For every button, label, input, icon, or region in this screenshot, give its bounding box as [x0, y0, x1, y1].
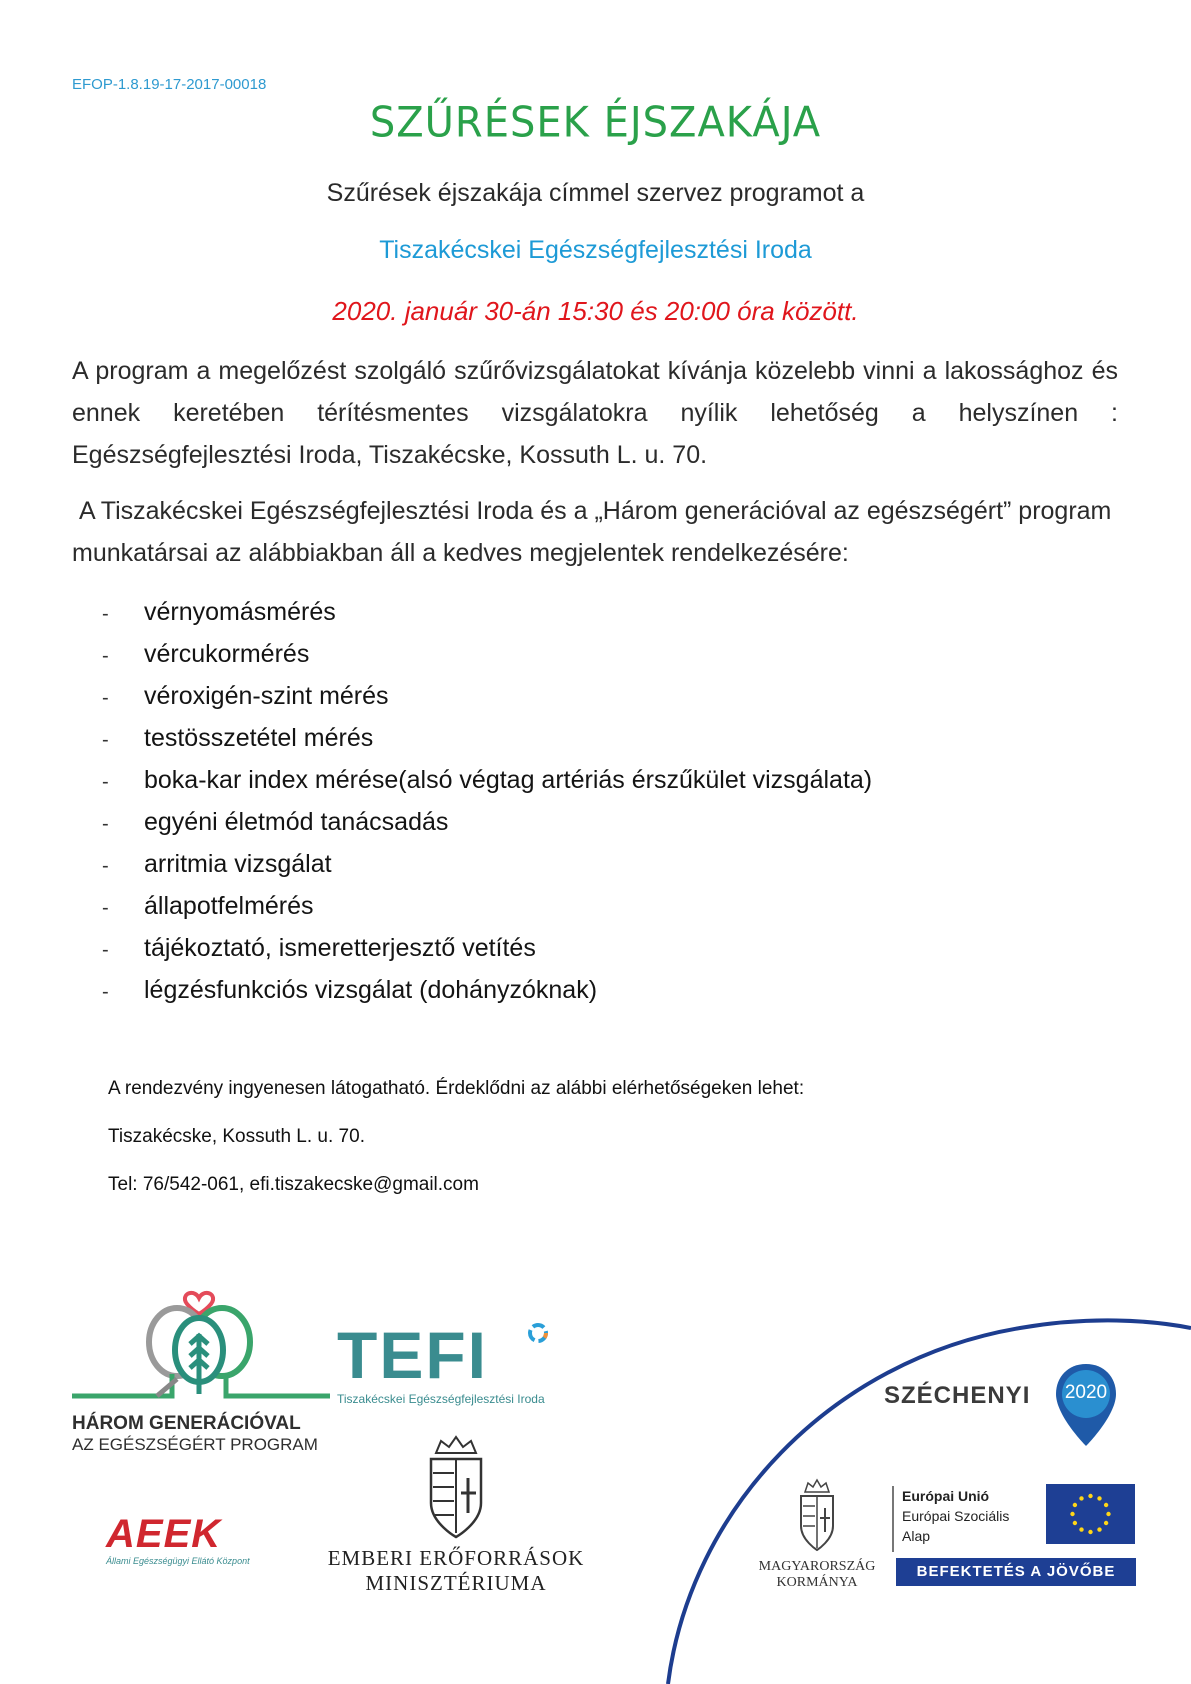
szechenyi-year: 2020 [1064, 1382, 1108, 1403]
eu-flag-icon [1046, 1484, 1135, 1544]
list-item: - véroxigén-szint mérés [102, 682, 389, 710]
tefi-swirl-icon [527, 1322, 549, 1344]
emmi-logo: EMBERI ERŐFORRÁSOK MINISZTÉRIUMA [326, 1433, 586, 1593]
list-item: - boka-kar index mérése(alsó végtag artériás érszűkület vizsgálata) [102, 766, 873, 794]
trees-heart-icon [72, 1284, 332, 1404]
organization-name: Tiszakécskei Egészségfejlesztési Iroda [379, 236, 812, 264]
magyar-kormany-logo: MAGYARORSZÁG KORMÁNYA [752, 1478, 882, 1591]
contact-phone-email: Tel: 76/542-061, efi.tiszakecske@gmail.com [108, 1174, 479, 1195]
contact-note: A rendezvény ingyenesen látogatható. Érdeklődni az alábbi elérhetőségeken lehet: [108, 1078, 805, 1099]
list-item: - állapotfelmérés [102, 892, 314, 920]
eu-divider [892, 1486, 894, 1552]
page-title: SZŰRÉSEK ÉJSZAKÁJA [369, 98, 822, 148]
szechenyi-label: SZÉCHENYI [884, 1382, 1031, 1409]
description-paragraph: A program a megelőzést szolgáló szűrővizsgálatokat kívánja közelebb vinni a lakossághoz és ennek keretében térítésmentes vizsgálatokra nyílik lehetőség a helyszínen : Egészségfejlesztési Iroda, Tiszakécske, Kossuth L. u. 70. [72, 357, 1118, 469]
services-list [102, 591, 872, 1011]
list-item: - egyéni életmód tanácsadás [102, 808, 449, 836]
list-item: - vércukormérés [102, 640, 310, 668]
staff-paragraph [72, 490, 1118, 574]
list-item: - arritmia vizsgálat [102, 850, 332, 878]
location-pin-icon [1054, 1362, 1118, 1448]
coat-of-arms-icon [421, 1433, 491, 1541]
event-date: 2020. január 30-án 15:30 és 20:00 óra között. [332, 296, 859, 326]
eu-slogan-bar: BEFEKTETÉS A JÖVŐBE [896, 1558, 1136, 1586]
list-item: - testösszetétel mérés [102, 724, 374, 752]
staff-paragraph-text: A Tiszakécskei Egészségfejlesztési Iroda és a „Három generációval az egészségért” program munkatársai az alábbiakban áll a kedves megjelentek rendelkezésére: [72, 497, 1112, 567]
intro-line: Szűrések éjszakája címmel szervez programot a [326, 179, 865, 207]
aeek-logo: AEEK Állami Egészségügyi Ellátó Központ [106, 1512, 250, 1566]
harom-generacioval-logo: HÁROM GENERÁCIÓVAL AZ EGÉSZSÉGÉRT PROGRAM [72, 1284, 332, 1444]
coat-of-arms-small-icon [795, 1478, 839, 1554]
contact-address: Tiszakécske, Kossuth L. u. 70. [108, 1126, 365, 1147]
list-item: - légzésfunkciós vizsgálat (dohányzóknak) [102, 976, 598, 1004]
project-code: EFOP-1.8.19-17-2017-00018 [72, 76, 267, 93]
eu-text: Európai Unió Európai Szociális Alap [902, 1488, 1010, 1544]
list-item: - vérnyomásmérés [102, 598, 336, 626]
list-item: - tájékoztató, ismeretterjesztő vetítés [102, 934, 536, 962]
tefi-logo: TEFI Tiszakécskei Egészségfejlesztési Iroda [337, 1318, 557, 1418]
